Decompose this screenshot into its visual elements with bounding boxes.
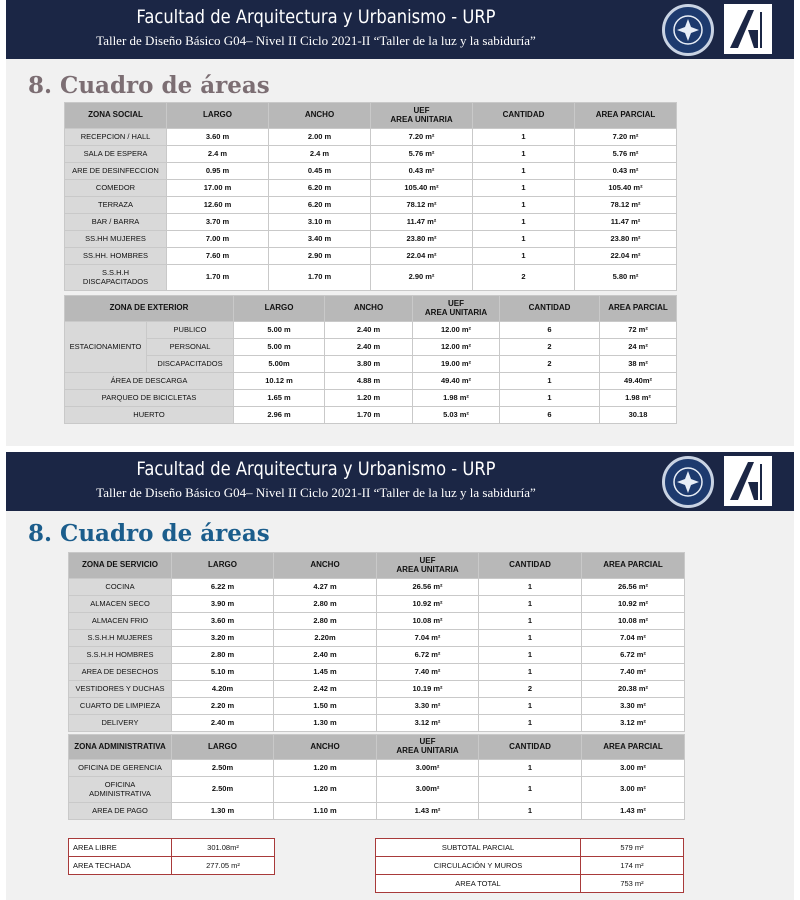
- table-cell: 1: [479, 698, 582, 715]
- table-cell: 10.92 m²: [377, 596, 479, 613]
- table-cell: 277.05 m²: [172, 857, 275, 875]
- zona-servicio-table: [68, 552, 685, 732]
- table-cell: 6: [500, 322, 600, 339]
- table-cell: 1.20 m: [274, 760, 377, 777]
- table-cell: 579 m²: [581, 839, 684, 857]
- column-header: UEF AREA UNITARIA: [371, 103, 473, 129]
- table-row: [69, 596, 685, 613]
- table-cell: 10.08 m²: [377, 613, 479, 630]
- table-cell: 0.45 m: [269, 163, 371, 180]
- table-cell: ESTACIONAMIENTO: [65, 322, 147, 373]
- table-cell: 3.60 m: [172, 613, 274, 630]
- table-row: [65, 407, 677, 424]
- table-row: [65, 339, 677, 356]
- table-row: [69, 760, 685, 777]
- table-cell: 301.08m²: [172, 839, 275, 857]
- table-cell: SS.HH. HOMBRES: [65, 248, 167, 265]
- table-cell: 1: [473, 214, 575, 231]
- faculty-title: Facultad de Arquitectura y Urbanismo - URP: [136, 458, 496, 480]
- table-cell: 7.04 m²: [582, 630, 685, 647]
- summary-row: [69, 839, 275, 857]
- table-cell: 23.80 m²: [575, 231, 677, 248]
- table-cell: 2.50m: [172, 777, 274, 803]
- table-cell: 7.60 m: [167, 248, 269, 265]
- table-cell: 1: [500, 390, 600, 407]
- column-header: ANCHO: [274, 553, 377, 579]
- university-seal-icon: [662, 456, 714, 508]
- table-cell: AREA TECHADA: [69, 857, 172, 875]
- table-row: [69, 777, 685, 803]
- header-banner: [6, 0, 794, 59]
- table-cell: AREA DE DESECHOS: [69, 664, 172, 681]
- table-row: [65, 180, 677, 197]
- table-cell: 2.40 m: [172, 715, 274, 732]
- table-cell: 12.00 m²: [413, 339, 500, 356]
- table-cell: S.S.H.H HOMBRES: [69, 647, 172, 664]
- table-cell: 3.00 m²: [582, 760, 685, 777]
- table-cell: 7.40 m²: [582, 664, 685, 681]
- table-cell: PARQUEO DE BICICLETAS: [65, 390, 234, 407]
- table-row: [69, 681, 685, 698]
- table-cell: 2: [479, 681, 582, 698]
- table-cell: 1.45 m: [274, 664, 377, 681]
- table-cell: 12.00 m²: [413, 322, 500, 339]
- table-cell: 0.43 m²: [371, 163, 473, 180]
- table-cell: 1: [473, 231, 575, 248]
- table-cell: 5.76 m²: [371, 146, 473, 163]
- table-cell: 22.04 m²: [371, 248, 473, 265]
- table-cell: 2.80 m: [274, 596, 377, 613]
- table-cell: S.S.H.H MUJERES: [69, 630, 172, 647]
- table-cell: COCINA: [69, 579, 172, 596]
- table-cell: 1: [473, 129, 575, 146]
- column-header: LARGO: [234, 296, 325, 322]
- zona-exterior-table: [64, 295, 677, 424]
- table-cell: PUBLICO: [147, 322, 234, 339]
- header-row: [69, 553, 685, 579]
- table-cell: 105.40 m²: [371, 180, 473, 197]
- summary-row: [69, 857, 275, 875]
- table-cell: VESTIDORES Y DUCHAS: [69, 681, 172, 698]
- table-cell: 1.65 m: [234, 390, 325, 407]
- header-row: [65, 296, 677, 322]
- summary-row: [376, 857, 684, 875]
- table-cell: 3.30 m²: [377, 698, 479, 715]
- table-cell: S.S.H.H DISCAPACITADOS: [65, 265, 167, 291]
- arquitectura-logo-icon: [724, 4, 772, 54]
- table-cell: 1.98 m²: [413, 390, 500, 407]
- table-cell: 10.19 m²: [377, 681, 479, 698]
- course-subtitle: Taller de Diseño Básico G04– Nivel II Ciclo 2021-II “Taller de la luz y la sabiduría”: [96, 485, 536, 500]
- table-row: [69, 647, 685, 664]
- column-header: CANTIDAD: [479, 553, 582, 579]
- table-cell: 5.00 m: [234, 322, 325, 339]
- table-cell: DELIVERY: [69, 715, 172, 732]
- areas-summary-table: [68, 838, 275, 875]
- table-cell: 1.70 m: [269, 265, 371, 291]
- table-cell: 4.27 m: [274, 579, 377, 596]
- column-header: ZONA DE SERVICIO: [69, 553, 172, 579]
- table-cell: 1: [479, 715, 582, 732]
- table-cell: 1.70 m: [167, 265, 269, 291]
- course-subtitle: Taller de Diseño Básico G04– Nivel II Ciclo 2021-II “Taller de la luz y la sabiduría”: [96, 33, 536, 48]
- column-header: AREA PARCIAL: [582, 735, 685, 760]
- table-cell: 3.10 m: [269, 214, 371, 231]
- table-cell: 7.20 m²: [575, 129, 677, 146]
- table-cell: 5.80 m²: [575, 265, 677, 291]
- table-cell: ALMACEN SECO: [69, 596, 172, 613]
- table-cell: 2.90 m: [269, 248, 371, 265]
- table-cell: 3.00 m²: [582, 777, 685, 803]
- column-header: ZONA DE EXTERIOR: [65, 296, 234, 322]
- table-cell: 24 m²: [600, 339, 677, 356]
- table-cell: 3.70 m: [167, 214, 269, 231]
- table-row: [69, 664, 685, 681]
- table-cell: SUBTOTAL PARCIAL: [376, 839, 581, 857]
- table-cell: 3.00m²: [377, 777, 479, 803]
- table-cell: 20.38 m²: [582, 681, 685, 698]
- table-cell: 1: [479, 596, 582, 613]
- arquitectura-logo-icon: [724, 456, 772, 506]
- zona-administrativa-table: [68, 734, 685, 820]
- table-cell: 22.04 m²: [575, 248, 677, 265]
- table-cell: 2.42 m: [274, 681, 377, 698]
- table-cell: 1: [479, 579, 582, 596]
- table-row: [69, 698, 685, 715]
- table-cell: 1.20 m: [325, 390, 413, 407]
- slide-1: [6, 0, 794, 446]
- table-cell: 10.92 m²: [582, 596, 685, 613]
- table-cell: 3.12 m²: [377, 715, 479, 732]
- table-cell: 26.56 m²: [582, 579, 685, 596]
- table-cell: CUARTO DE LIMPIEZA: [69, 698, 172, 715]
- table-cell: 2.90 m²: [371, 265, 473, 291]
- table-cell: 6.72 m²: [582, 647, 685, 664]
- table-cell: 753 m²: [581, 875, 684, 893]
- table-cell: 2.40 m: [325, 322, 413, 339]
- column-header: CANTIDAD: [500, 296, 600, 322]
- table-cell: 5.10 m: [172, 664, 274, 681]
- column-header: ZONA SOCIAL: [65, 103, 167, 129]
- table-cell: 5.76 m²: [575, 146, 677, 163]
- table-cell: DISCAPACITADOS: [147, 356, 234, 373]
- table-cell: 1.20 m: [274, 777, 377, 803]
- table-cell: 1.43 m²: [582, 803, 685, 820]
- table-cell: 7.40 m²: [377, 664, 479, 681]
- table-cell: 26.56 m²: [377, 579, 479, 596]
- table-cell: 10.12 m: [234, 373, 325, 390]
- table-row: [65, 197, 677, 214]
- table-cell: 1: [473, 163, 575, 180]
- column-header: LARGO: [172, 735, 274, 760]
- table-cell: 1: [500, 373, 600, 390]
- table-cell: ÁREA DE DESCARGA: [65, 373, 234, 390]
- table-cell: 3.30 m²: [582, 698, 685, 715]
- table-cell: 3.20 m: [172, 630, 274, 647]
- table-row: [69, 630, 685, 647]
- summary-row: [376, 875, 684, 893]
- table-cell: OFICINA ADMINISTRATIVA: [69, 777, 172, 803]
- table-cell: 7.20 m²: [371, 129, 473, 146]
- table-cell: 19.00 m²: [413, 356, 500, 373]
- section-heading: 8. Cuadro de áreas: [28, 520, 270, 547]
- table-cell: 1: [479, 803, 582, 820]
- column-header: LARGO: [167, 103, 269, 129]
- table-cell: TERRAZA: [65, 197, 167, 214]
- zona-social-table: [64, 102, 677, 291]
- table-cell: 1: [473, 248, 575, 265]
- header-row: [65, 103, 677, 129]
- column-header: UEF AREA UNITARIA: [377, 735, 479, 760]
- table-cell: COMEDOR: [65, 180, 167, 197]
- table-cell: AREA TOTAL: [376, 875, 581, 893]
- slide-2: [6, 452, 794, 900]
- table-cell: 1: [473, 197, 575, 214]
- table-cell: RECEPCION / HALL: [65, 129, 167, 146]
- table-cell: 3.00m²: [377, 760, 479, 777]
- table-cell: 7.04 m²: [377, 630, 479, 647]
- table-cell: 1: [479, 760, 582, 777]
- table-cell: 11.47 m²: [371, 214, 473, 231]
- table-cell: 2: [500, 356, 600, 373]
- table-cell: 5.00m: [234, 356, 325, 373]
- table-cell: 2.80 m: [172, 647, 274, 664]
- column-header: AREA PARCIAL: [600, 296, 677, 322]
- header-row: [69, 735, 685, 760]
- column-header: CANTIDAD: [479, 735, 582, 760]
- table-cell: OFICINA DE GERENCIA: [69, 760, 172, 777]
- table-cell: 6.20 m: [269, 180, 371, 197]
- section-heading: 8. Cuadro de áreas: [28, 72, 270, 99]
- table-cell: 2.40 m: [325, 339, 413, 356]
- column-header: ANCHO: [269, 103, 371, 129]
- table-cell: 3.80 m: [325, 356, 413, 373]
- table-cell: 12.60 m: [167, 197, 269, 214]
- table-cell: 1: [479, 630, 582, 647]
- table-row: [65, 390, 677, 407]
- table-row: [69, 715, 685, 732]
- table-cell: 1: [479, 777, 582, 803]
- table-cell: PERSONAL: [147, 339, 234, 356]
- table-cell: 2.20 m: [172, 698, 274, 715]
- table-cell: 0.95 m: [167, 163, 269, 180]
- table-row: [65, 231, 677, 248]
- table-cell: 72 m²: [600, 322, 677, 339]
- column-header: UEF AREA UNITARIA: [377, 553, 479, 579]
- table-row: [69, 803, 685, 820]
- table-cell: 6: [500, 407, 600, 424]
- table-cell: 2.40 m: [274, 647, 377, 664]
- table-cell: 2.50m: [172, 760, 274, 777]
- table-row: [65, 248, 677, 265]
- table-cell: 23.80 m²: [371, 231, 473, 248]
- faculty-title: Facultad de Arquitectura y Urbanismo - URP: [136, 6, 496, 28]
- table-cell: 6.72 m²: [377, 647, 479, 664]
- table-cell: AREA LIBRE: [69, 839, 172, 857]
- table-cell: 17.00 m: [167, 180, 269, 197]
- table-cell: 2.96 m: [234, 407, 325, 424]
- totals-summary-table: [375, 838, 684, 893]
- column-header: CANTIDAD: [473, 103, 575, 129]
- table-cell: 2: [500, 339, 600, 356]
- table-cell: 7.00 m: [167, 231, 269, 248]
- table-row: [65, 163, 677, 180]
- table-row: [65, 356, 677, 373]
- column-header: LARGO: [172, 553, 274, 579]
- table-cell: 105.40 m²: [575, 180, 677, 197]
- table-cell: 1: [473, 146, 575, 163]
- table-cell: 3.40 m: [269, 231, 371, 248]
- table-cell: 5.03 m²: [413, 407, 500, 424]
- table-cell: 38 m²: [600, 356, 677, 373]
- table-cell: 1.30 m: [172, 803, 274, 820]
- table-cell: 174 m²: [581, 857, 684, 875]
- summary-row: [376, 839, 684, 857]
- table-cell: 10.08 m²: [582, 613, 685, 630]
- table-row: [65, 146, 677, 163]
- table-row: [65, 129, 677, 146]
- table-cell: ALMACEN FRIO: [69, 613, 172, 630]
- table-row: [65, 373, 677, 390]
- table-cell: 49.40 m²: [413, 373, 500, 390]
- table-cell: 78.12 m²: [371, 197, 473, 214]
- table-cell: 6.22 m: [172, 579, 274, 596]
- table-cell: 1.30 m: [274, 715, 377, 732]
- table-cell: 3.60 m: [167, 129, 269, 146]
- table-cell: AREA DE PAGO: [69, 803, 172, 820]
- table-cell: 2.80 m: [274, 613, 377, 630]
- table-cell: 1.10 m: [274, 803, 377, 820]
- table-cell: 30.18: [600, 407, 677, 424]
- table-cell: SALA DE ESPERA: [65, 146, 167, 163]
- table-cell: 2.00 m: [269, 129, 371, 146]
- table-row: [69, 613, 685, 630]
- column-header: AREA PARCIAL: [582, 553, 685, 579]
- column-header: AREA PARCIAL: [575, 103, 677, 129]
- table-cell: 1: [479, 664, 582, 681]
- table-cell: 6.20 m: [269, 197, 371, 214]
- table-cell: 1.70 m: [325, 407, 413, 424]
- table-cell: 1: [473, 180, 575, 197]
- table-row: [69, 579, 685, 596]
- table-cell: 0.43 m²: [575, 163, 677, 180]
- table-row: [65, 322, 677, 339]
- university-seal-icon: [662, 4, 714, 56]
- table-cell: 1.98 m²: [600, 390, 677, 407]
- column-header: ZONA ADMINISTRATIVA: [69, 735, 172, 760]
- table-cell: 4.88 m: [325, 373, 413, 390]
- table-cell: 1.43 m²: [377, 803, 479, 820]
- table-cell: 2.4 m: [167, 146, 269, 163]
- table-cell: 4.20m: [172, 681, 274, 698]
- table-cell: ARE DE DESINFECCION: [65, 163, 167, 180]
- table-cell: 49.40m²: [600, 373, 677, 390]
- table-cell: 2: [473, 265, 575, 291]
- table-cell: 1: [479, 647, 582, 664]
- column-header: UEF AREA UNITARIA: [413, 296, 500, 322]
- table-cell: 5.00 m: [234, 339, 325, 356]
- column-header: ANCHO: [325, 296, 413, 322]
- table-cell: HUERTO: [65, 407, 234, 424]
- table-cell: SS.HH MUJERES: [65, 231, 167, 248]
- table-cell: 3.12 m²: [582, 715, 685, 732]
- header-banner: [6, 452, 794, 511]
- table-row: [65, 214, 677, 231]
- table-cell: BAR / BARRA: [65, 214, 167, 231]
- table-cell: 1: [479, 613, 582, 630]
- table-cell: CIRCULACIÓN Y MUROS: [376, 857, 581, 875]
- column-header: ANCHO: [274, 735, 377, 760]
- table-cell: 78.12 m²: [575, 197, 677, 214]
- table-cell: 2.4 m: [269, 146, 371, 163]
- table-cell: 3.90 m: [172, 596, 274, 613]
- table-cell: 1.50 m: [274, 698, 377, 715]
- table-row: [65, 265, 677, 291]
- table-cell: 2.20m: [274, 630, 377, 647]
- table-cell: 11.47 m²: [575, 214, 677, 231]
